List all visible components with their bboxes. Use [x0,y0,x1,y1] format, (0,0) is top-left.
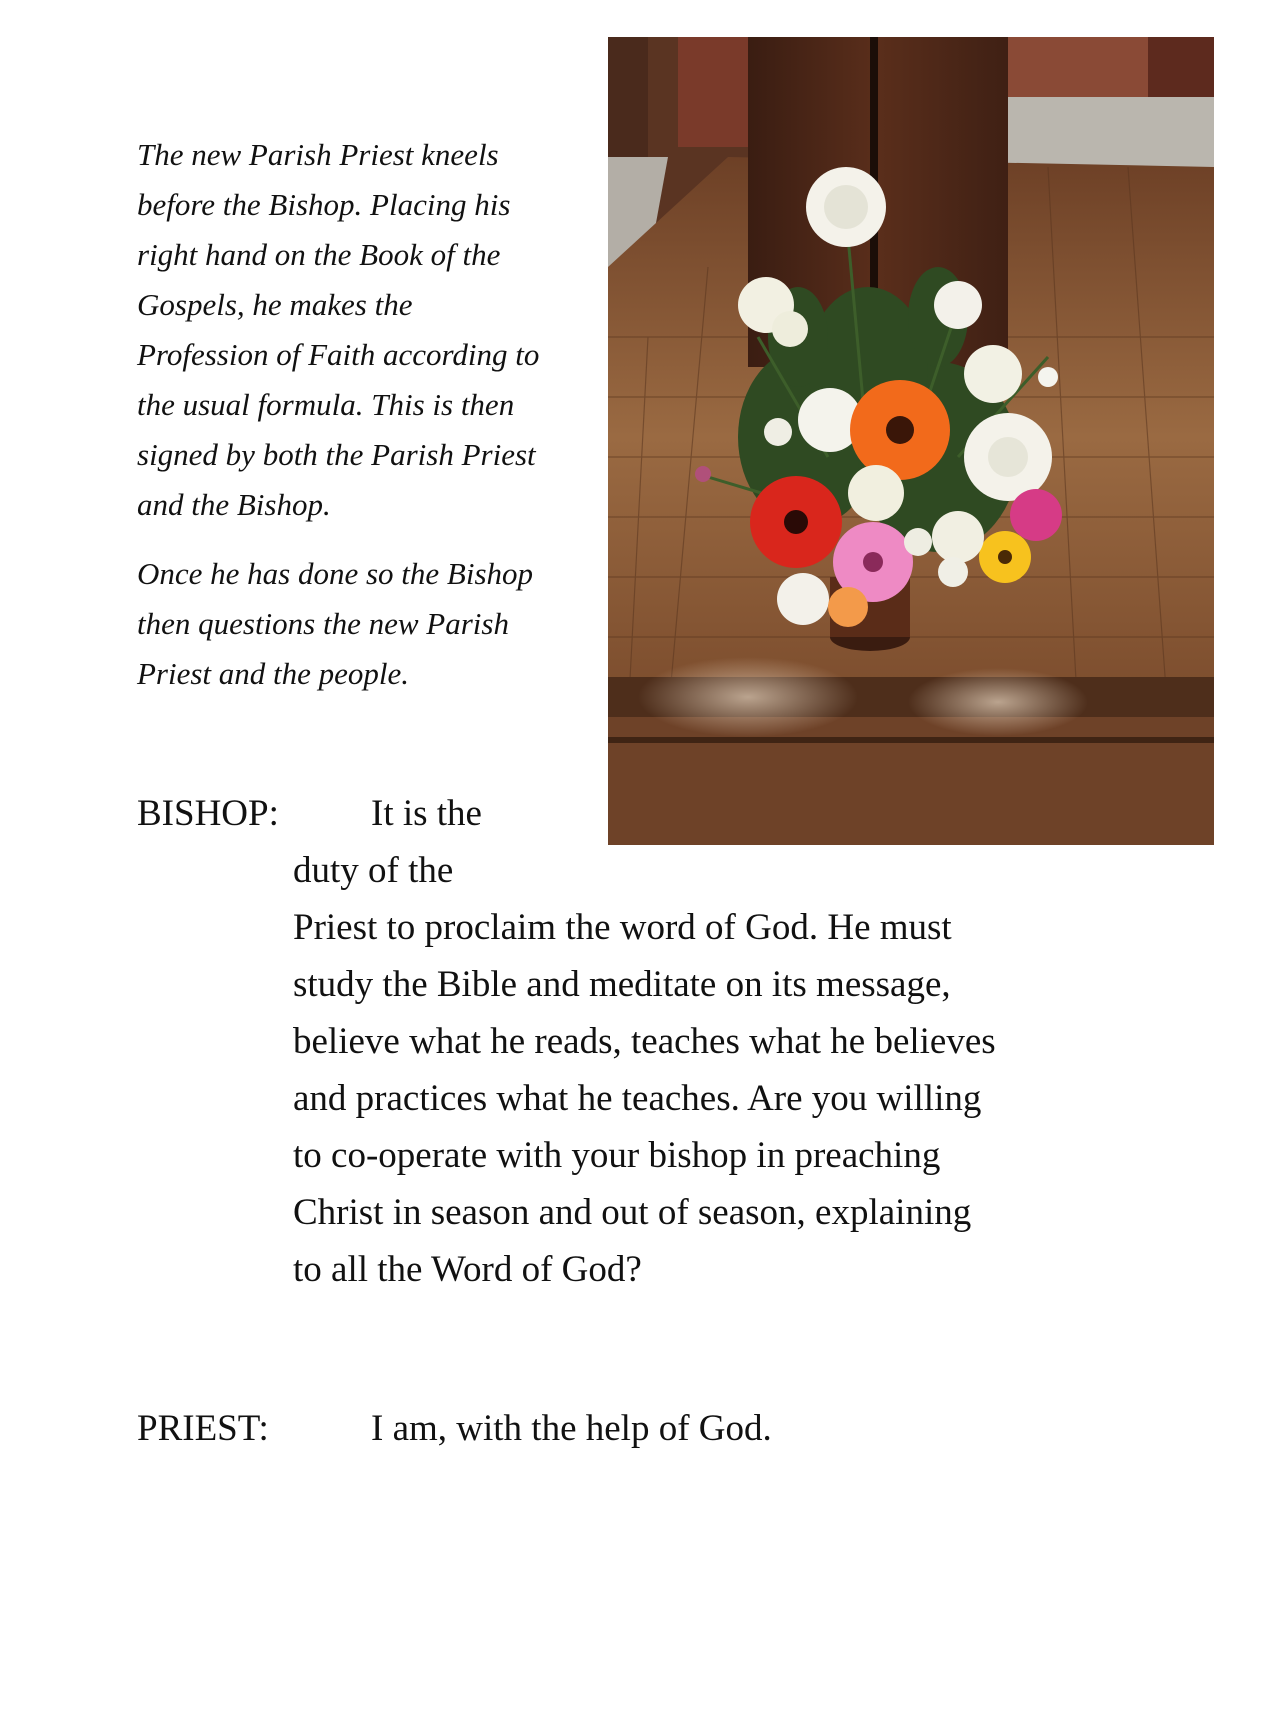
speech-line: study the Bible and meditate on its message, [293,964,951,1005]
rubric-paragraph-2 [137,549,587,699]
rubric-line: and the Bishop. [137,487,331,522]
rubric-paragraph-1 [137,130,587,530]
bishop-speech-body [293,842,1143,1298]
speech-line: Priest to proclaim the word of God. He must [293,907,952,948]
speaker-label-priest: PRIEST: [137,1408,269,1449]
speech-line: believe what he reads, teaches what he believes [293,1021,996,1062]
rubric-line: Gospels, he makes the [137,287,413,322]
photo-illustration [608,37,1214,845]
rubric-line: Profession of Faith according to [137,337,540,372]
rubric-line: then questions the new Parish [137,606,509,641]
speech-line: Christ in season and out of season, explaining [293,1192,972,1233]
priest-response: I am, with the help of God. [371,1408,772,1449]
rubric-line: right hand on the Book of the [137,237,501,272]
speech-line: and practices what he teaches. Are you willing [293,1078,982,1119]
bishop-speech-first-line: It is the [371,793,482,834]
speaker-label-bishop: BISHOP: [137,793,279,834]
speech-line: duty of the [293,850,454,891]
rubric-line: signed by both the Parish Priest [137,437,536,472]
rubric-line: before the Bishop. Placing his [137,187,511,222]
rubric-line: The new Parish Priest kneels [137,137,499,172]
rubric-line: Priest and the people. [137,656,410,691]
speech-line: to all the Word of God? [293,1249,642,1290]
flower-arrangement-photo [608,37,1214,845]
speech-line: to co-operate with your bishop in preaching [293,1135,941,1176]
rubric-line: Once he has done so the Bishop [137,556,534,591]
rubric-line: the usual formula. This is then [137,387,515,422]
